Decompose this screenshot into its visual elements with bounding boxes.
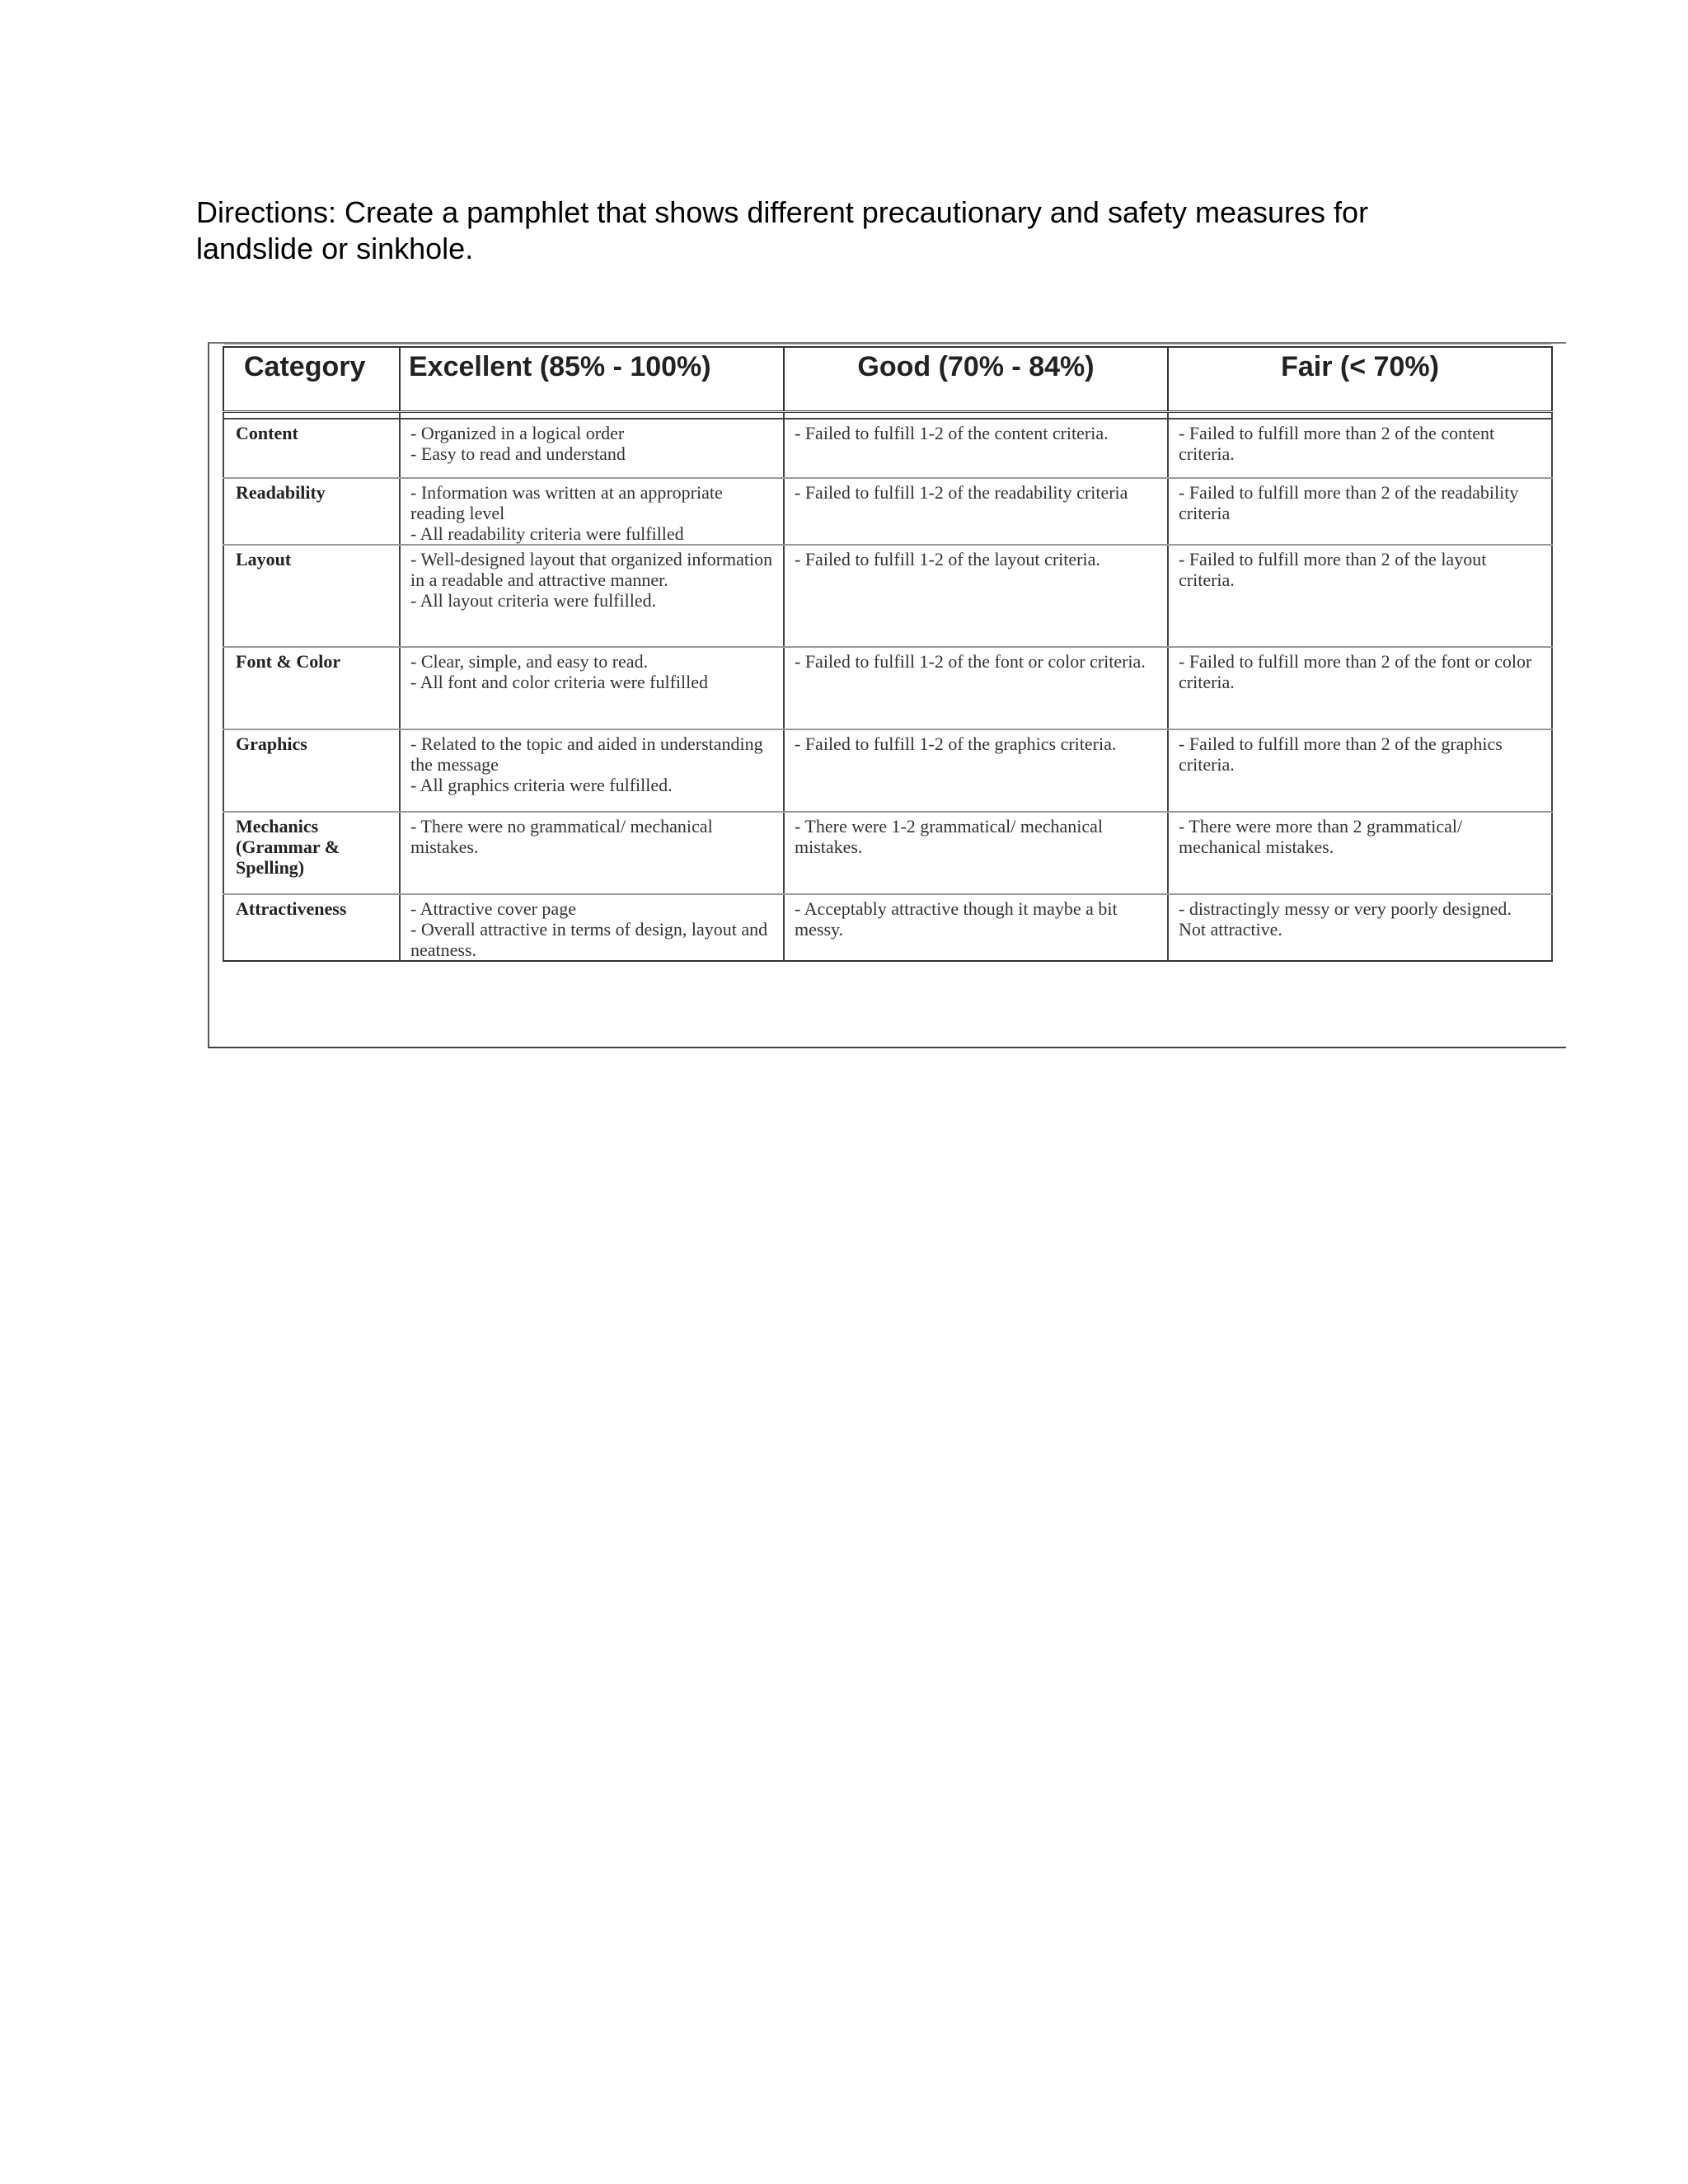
excellent-cell [400,894,784,961]
rubric-row [223,894,1552,961]
header-excellent: Excellent (85% - 100%) [400,347,784,412]
category-cell: Readability [223,478,400,545]
rubric-body [223,412,1552,962]
header-good: Good (70% - 84%) [784,347,1168,412]
good-cell [784,419,1168,478]
good-cell [784,894,1168,961]
criterion-line: - All graphics criteria were fulfilled. [410,775,673,795]
criterion-line: - Easy to read and understand [410,443,626,464]
good-cell [784,545,1168,647]
fair-cell [1168,478,1552,545]
criterion-line: - Overall attractive in terms of design, layout and neatness. [410,919,768,960]
criterion-line: - All layout criteria were fulfilled. [410,590,657,611]
rubric-row [223,647,1552,729]
directions-text: Directions: Create a pamphlet that shows different precautionary and safety measures for landslide or sinkhole. [196,195,1369,265]
criterion-line: - Acceptably attractive though it maybe a bit messy. [795,898,1118,940]
criterion-line: - Attractive cover page [410,898,576,919]
criterion-line: - Failed to fulfill more than 2 of the font or color criteria. [1179,651,1532,692]
header-category: Category [223,347,400,412]
excellent-cell [400,812,784,894]
header-spacer-row [223,412,1552,419]
rubric-row [223,419,1552,478]
excellent-cell [400,729,784,812]
fair-cell [1168,812,1552,894]
fair-cell [1168,647,1552,729]
criterion-line: - Failed to fulfill more than 2 of the graphics criteria. [1179,733,1503,775]
header-fair: Fair (< 70%) [1168,347,1552,412]
rubric-row [223,478,1552,545]
rubric-row [223,545,1552,647]
fair-cell [1168,419,1552,478]
good-cell [784,478,1168,545]
good-cell [784,729,1168,812]
criterion-line: - Failed to fulfill 1-2 of the font or color criteria. [795,651,1146,672]
fair-cell [1168,729,1552,812]
criterion-line: - Information was written at an appropriate reading level [410,482,723,523]
rubric-table [223,346,1553,962]
criterion-line: - Related to the topic and aided in understanding the message [410,733,763,775]
criterion-line: - There were more than 2 grammatical/ mechanical mistakes. [1179,816,1463,857]
excellent-cell [400,478,784,545]
excellent-cell [400,545,784,647]
criterion-line: - All font and color criteria were fulfilled [410,672,709,692]
excellent-cell [400,647,784,729]
criterion-line: - There were no grammatical/ mechanical mistakes. [410,816,713,857]
category-cell: Font & Color [223,647,400,729]
excellent-cell [400,419,784,478]
rubric-row [223,812,1552,894]
spacer-cell [400,412,784,419]
criterion-line: - Failed to fulfill more than 2 of the layout criteria. [1179,549,1487,590]
category-cell: Graphics [223,729,400,812]
rubric-row [223,729,1552,812]
good-cell [784,647,1168,729]
spacer-cell [223,412,400,419]
criterion-line: - Organized in a logical order [410,423,625,443]
criterion-line: - Clear, simple, and easy to read. [410,651,649,672]
criterion-line: - Well-designed layout that organized information in a readable and attractive manner. [410,549,773,590]
fair-cell [1168,894,1552,961]
spacer-cell [784,412,1168,419]
criterion-line: - All readability criteria were fulfilled [410,523,684,544]
category-cell: Attractiveness [223,894,400,961]
criterion-line: - distractingly messy or very poorly designed. Not attractive. [1179,898,1512,940]
criterion-line: - There were 1-2 grammatical/ mechanical mistakes. [795,816,1104,857]
category-cell: Mechanics (Grammar & Spelling) [223,812,400,894]
rubric-header-row [223,347,1552,412]
criterion-line: - Failed to fulfill 1-2 of the layout criteria. [795,549,1100,569]
spacer-cell [1168,412,1552,419]
criterion-line: - Failed to fulfill 1-2 of the content criteria. [795,423,1109,443]
good-cell [784,812,1168,894]
fair-cell [1168,545,1552,647]
criterion-line: - Failed to fulfill more than 2 of the readability criteria [1179,482,1519,523]
category-cell: Content [223,419,400,478]
criterion-line: - Failed to fulfill 1-2 of the graphics criteria. [795,733,1117,754]
category-cell: Layout [223,545,400,647]
criterion-line: - Failed to fulfill 1-2 of the readability criteria [795,482,1128,503]
criterion-line: - Failed to fulfill more than 2 of the content criteria. [1179,423,1495,464]
